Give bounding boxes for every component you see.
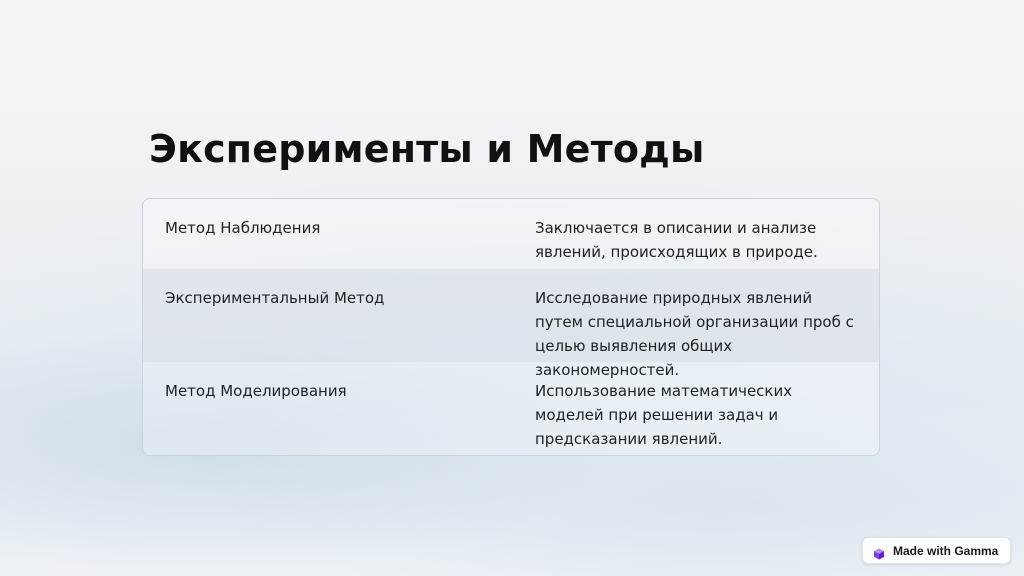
badge-label: Made with Gamma — [893, 543, 999, 558]
method-name: Экспериментальный Метод — [165, 289, 385, 307]
made-with-gamma-badge[interactable] — [862, 537, 1011, 564]
slide-title: Эксперименты и Методы — [149, 127, 705, 171]
table-row — [143, 362, 879, 457]
methods-table — [142, 198, 880, 456]
method-name: Метод Наблюдения — [165, 219, 321, 237]
method-description: Исследование природных явлений путем специальной организации проб с целью выявления общих закономерностей. — [535, 289, 854, 379]
method-name: Метод Моделирования — [165, 382, 347, 400]
method-description: Использование математических моделей при решении задач и предсказании явлений. — [535, 382, 793, 448]
table-row — [143, 199, 879, 269]
gamma-logo-icon — [873, 545, 885, 557]
table-row — [143, 269, 879, 379]
method-description: Заключается в описании и анализе явлений, происходящих в природе. — [535, 219, 818, 261]
